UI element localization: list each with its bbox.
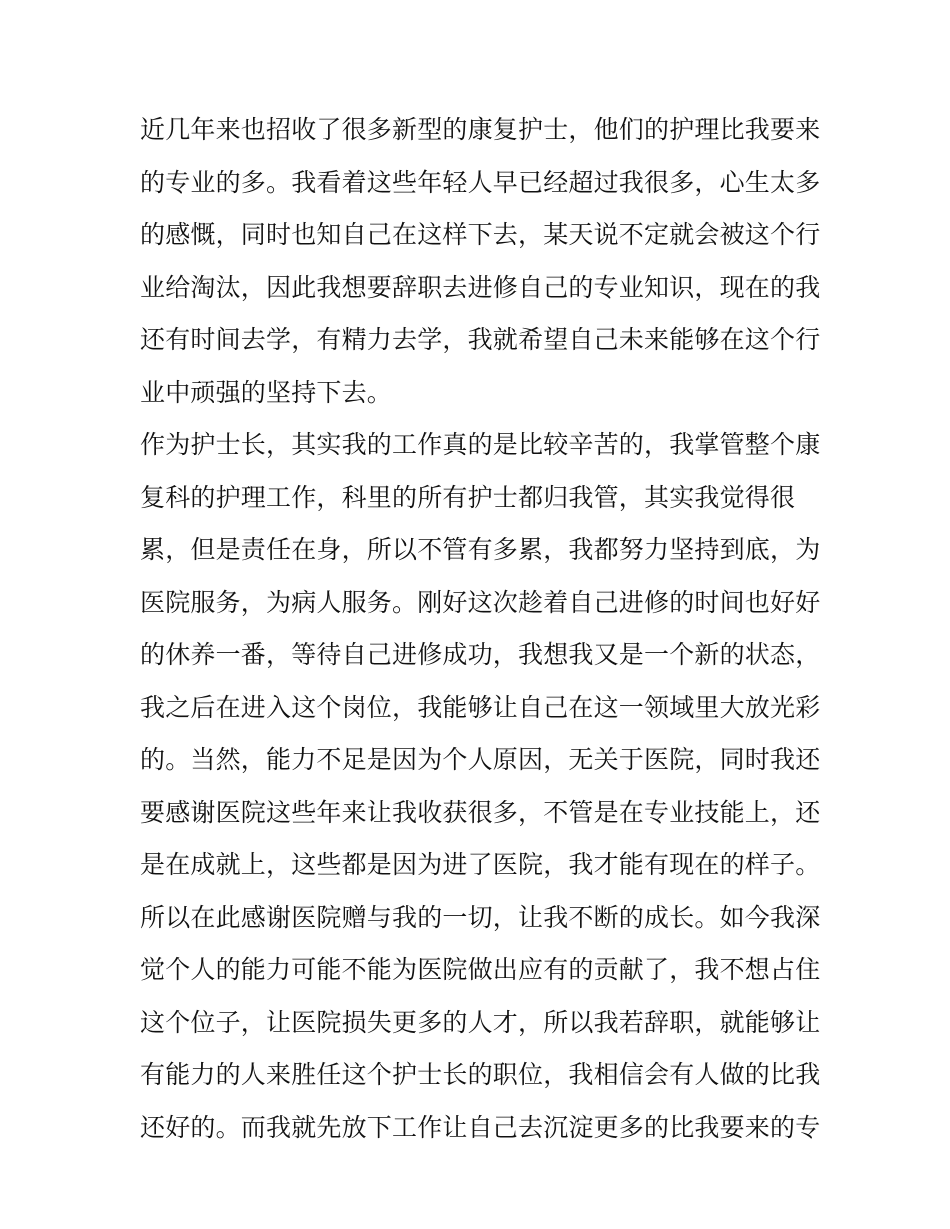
text-line: 复科的护理工作，科里的所有护士都归我管，其实我觉得很 xyxy=(140,482,796,512)
text-line: 的感慨，同时也知自己在这样下去，某天说不定就会被这个行 xyxy=(140,220,821,249)
text-line: 作为护士长，其实我的工作真的是比较辛苦的，我掌管整个康 xyxy=(140,430,821,459)
text-line: 这个位子，让医院损失更多的人才，所以我若辞职，就能够让 xyxy=(140,1007,821,1037)
text-line: 所以在此感谢医院赠与我的一切，让我不断的成长。如今我深 xyxy=(140,902,821,932)
text-line: 的。当然，能力不足是因为个人原因，无关于医院，同时我还 xyxy=(140,745,821,774)
text-line: 的专业的多。我看着这些年轻人早已经超过我很多，心生太多 xyxy=(140,167,821,197)
text-line: 还好的。而我就先放下工作让自己去沉淀更多的比我要来的专 xyxy=(140,1112,821,1142)
text-line: 有能力的人来胜任这个护士长的职位，我相信会有人做的比我 xyxy=(140,1060,821,1089)
text-line: 业给淘汰，因此我想要辞职去进修自己的专业知识，现在的我 xyxy=(140,272,821,302)
text-line: 是在成就上，这些都是因为进了医院，我才能有现在的样子。 xyxy=(140,850,821,879)
text-line: 医院服务，为病人服务。刚好这次趁着自己进修的时间也好好 xyxy=(140,587,821,617)
text-line: 的休养一番，等待自己进修成功，我想我又是一个新的状态， xyxy=(140,640,821,669)
text-line: 觉个人的能力可能不能为医院做出应有的贡献了，我不想占住 xyxy=(140,955,821,984)
body-text xyxy=(140,104,820,1154)
text-line: 要感谢医院这些年来让我收获很多，不管是在专业技能上，还 xyxy=(140,797,821,827)
text-line: 累，但是责任在身，所以不管有多累，我都努力坚持到底，为 xyxy=(140,535,821,564)
text-line: 近几年来也招收了很多新型的康复护士，他们的护理比我要来 xyxy=(140,115,821,144)
text-line: 业中顽强的坚持下去。 xyxy=(140,377,393,407)
text-line: 我之后在进入这个岗位，我能够让自己在这一领域里大放光彩 xyxy=(140,692,821,722)
text-line: 还有时间去学，有精力去学，我就希望自己未来能够在这个行 xyxy=(140,325,821,354)
